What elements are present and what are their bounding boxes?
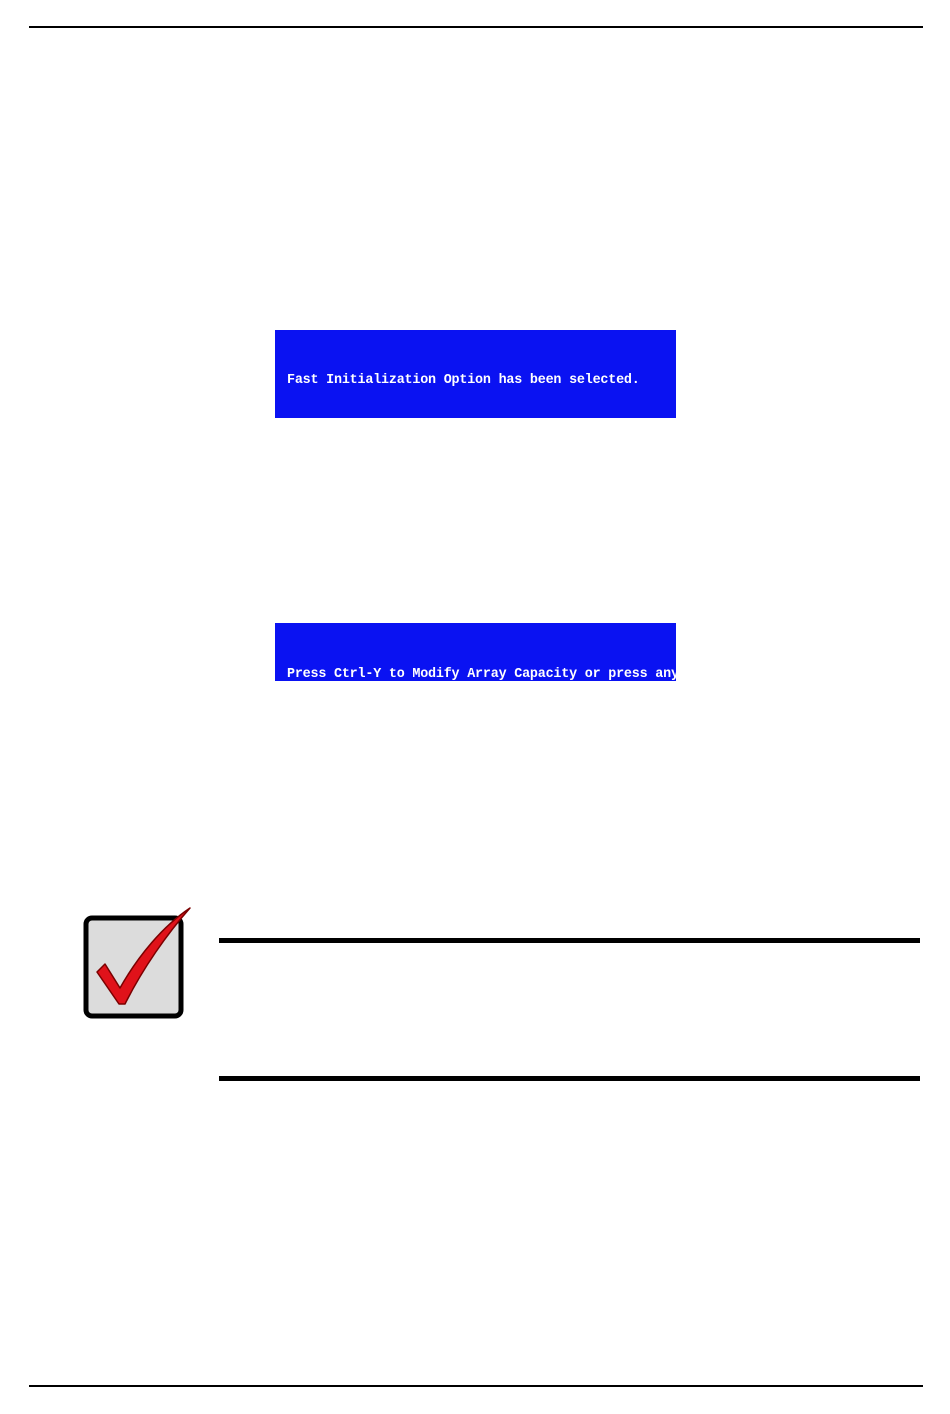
header-rule [29,26,923,28]
console-line: Press Ctrl-Y to Modify Array Capacity or press any [287,667,679,682]
footer-rule [29,1385,923,1387]
checkmark-icon [83,906,195,1020]
console-line: <Press any other key to ignore this option> [287,517,624,532]
note-top-rule [219,938,920,943]
console-line: other key to use maximum capacity... [287,715,570,730]
fast-initialization-screen [275,330,676,532]
console-line: It will erase the MBR data of the disks. [287,421,601,436]
console-line: <Press Ctrl-Y Key if youi are sure to erase it> [287,469,656,484]
console-line: Fast Initialization Option has been selected. [287,373,640,388]
note-bottom-rule [219,1076,920,1081]
array-capacity-screen [275,623,679,730]
